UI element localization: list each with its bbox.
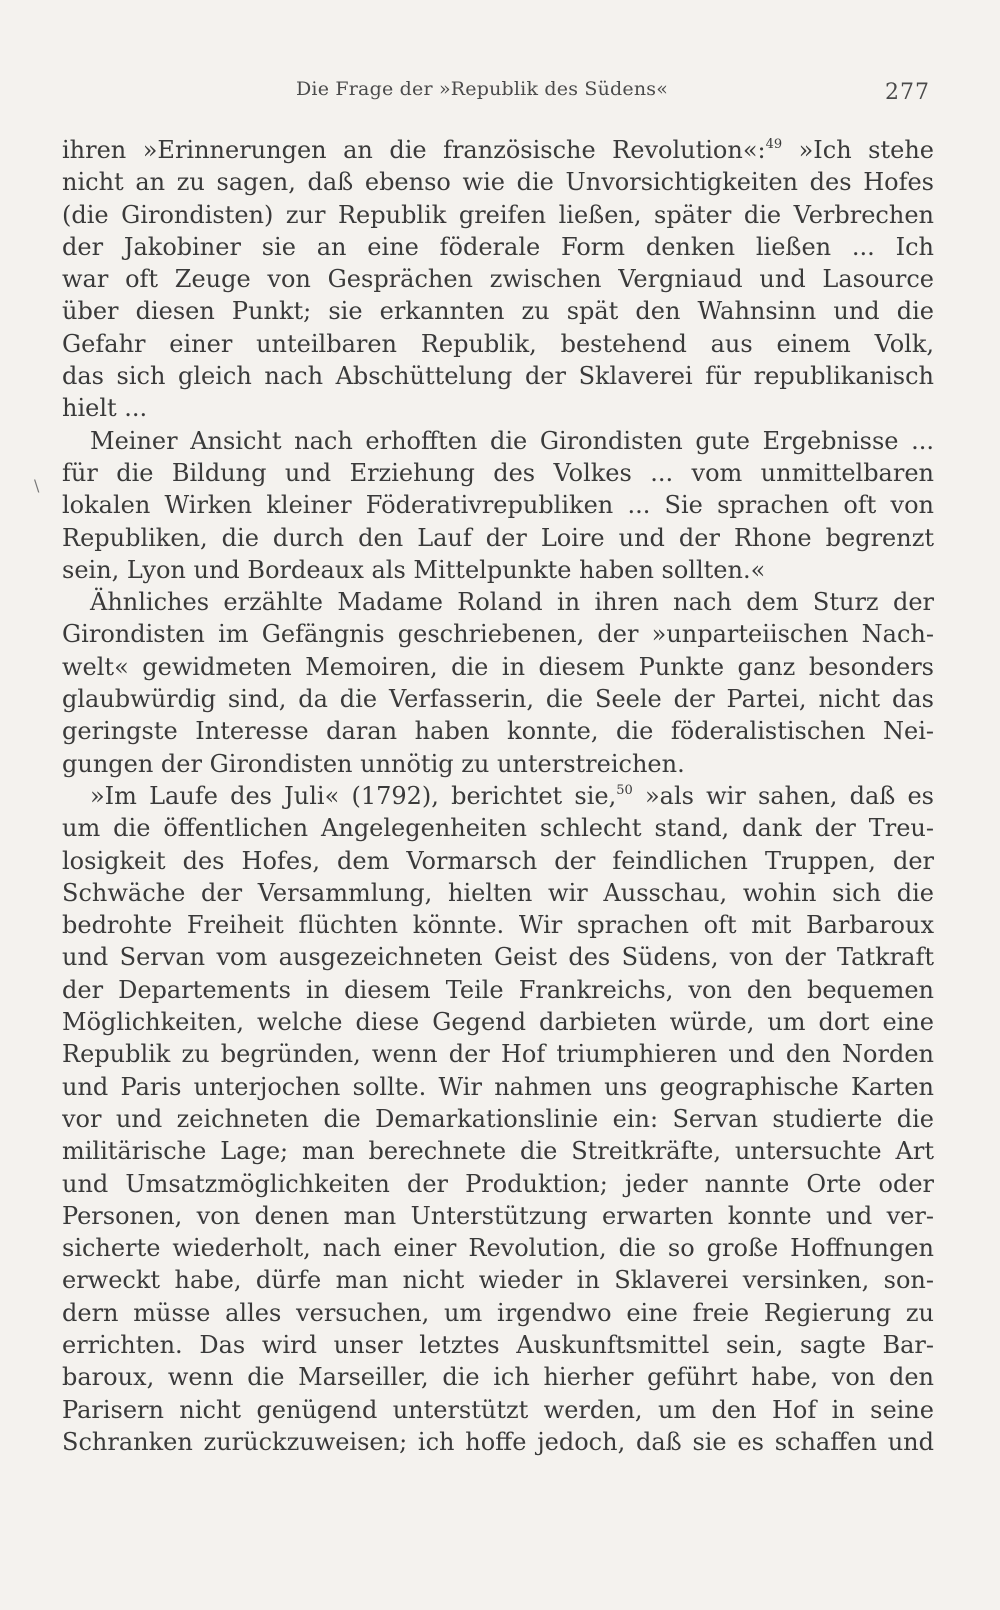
- line-text: glaubwürdig sind, da die Verfasserin, die Seele der Partei, nicht das: [62, 685, 934, 714]
- line-text-continued: »Ich stehe: [782, 136, 934, 164]
- text-line: [62, 1168, 934, 1200]
- line-text: Gefahr einer unteilbaren Republik, bestehend aus einem Volk,: [62, 329, 934, 358]
- line-text: (die Girondisten) zur Republik greifen ließen, später die Verbrechen: [62, 200, 934, 229]
- line-text: sicherte wiederholt, nach einer Revolution, die so große Hoffnungen: [62, 1234, 934, 1263]
- line-text: war oft Zeuge von Gesprächen zwischen Vergniaud und Lasource: [62, 265, 934, 294]
- text-line: [62, 457, 934, 489]
- running-title: Die Frage der »Republik des Südens«: [296, 78, 669, 100]
- line-text: Parisern nicht genügend unterstützt werden, um den Hof in seine: [62, 1395, 934, 1424]
- line-text: und Servan vom ausgezeichneten Geist des Südens, von der Tatkraft: [62, 943, 934, 972]
- line-text: welt« gewidmeten Memoiren, die in diesem Punkte ganz besonders: [62, 652, 934, 681]
- text-line: [62, 1103, 934, 1135]
- line-text: hielt ...: [62, 394, 148, 423]
- text-line: [62, 1297, 934, 1329]
- text-line: [62, 295, 934, 327]
- line-text: »Im Laufe des Juli« (1792), berichtet sie,: [90, 781, 617, 810]
- text-line: [62, 715, 934, 747]
- text-line: [62, 1071, 934, 1103]
- text-line: [62, 1264, 934, 1296]
- line-text-continued: »als wir sahen, daß es: [632, 781, 934, 810]
- line-text: Schwäche der Versammlung, hielten wir Ausschau, wohin sich die: [62, 878, 934, 907]
- body-text: [62, 134, 934, 1458]
- line-text: ihren »Erinnerungen an die französische Revolution«:: [62, 136, 766, 164]
- line-text: militärische Lage; man berechnete die Streitkräfte, untersuchte Art: [62, 1137, 934, 1166]
- line-text: Republiken, die durch den Lauf der Loire und der Rhone begrenzt: [62, 523, 934, 552]
- text-line: [62, 586, 934, 618]
- line-text: nicht an zu sagen, daß ebenso wie die Unvorsichtigkeiten des Hofes: [62, 168, 934, 197]
- text-line: [62, 1232, 934, 1264]
- text-line: [62, 1329, 934, 1361]
- text-line: [62, 748, 934, 780]
- line-text: erweckt habe, dürfe man nicht wieder in Sklaverei versinken, son-: [62, 1266, 934, 1295]
- line-text: Möglichkeiten, welche diese Gegend darbieten würde, um dort eine: [62, 1008, 934, 1037]
- line-text: Ähnliches erzählte Madame Roland in ihren nach dem Sturz der: [90, 588, 934, 617]
- line-text: errichten. Das wird unser letztes Auskunftsmittel sein, sagte Bar-: [62, 1330, 934, 1359]
- text-line: [62, 812, 934, 844]
- page-number: 277: [885, 80, 930, 105]
- text-line: [62, 392, 934, 424]
- line-text: baroux, wenn die Marseiller, die ich hierher geführt habe, von den: [62, 1363, 934, 1392]
- text-line: [62, 522, 934, 554]
- line-text: lokalen Wirken kleiner Föderativrepubliken ... Sie sprachen oft von: [62, 491, 934, 520]
- line-text: und Paris unterjochen sollte. Wir nahmen uns geographische Karten: [62, 1072, 934, 1101]
- text-line: [62, 1426, 934, 1458]
- line-text: für die Bildung und Erziehung des Volkes ... vom unmittelbaren: [62, 458, 934, 487]
- line-text: dern müsse alles versuchen, um irgendwo eine freie Regierung zu: [62, 1298, 934, 1327]
- text-line: [62, 134, 934, 166]
- line-text: Republik zu begründen, wenn der Hof triumphieren und den Norden: [62, 1040, 934, 1069]
- footnote-ref: 49: [765, 137, 783, 152]
- margin-mark: \: [34, 476, 40, 495]
- text-line: [62, 360, 934, 392]
- line-text: geringste Interesse daran haben konnte, die föderalistischen Nei-: [62, 717, 934, 746]
- text-line: [62, 231, 934, 263]
- text-line: [62, 1135, 934, 1167]
- line-text: Schranken zurückzuweisen; ich hoffe jedoch, daß sie es schaffen und: [62, 1427, 934, 1456]
- text-line: [62, 877, 934, 909]
- line-text: der Jakobiner sie an eine föderale Form denken ließen ... Ich: [62, 232, 934, 261]
- line-text: Girondisten im Gefängnis geschriebenen, der »unparteiischen Nach-: [62, 620, 934, 649]
- text-line: [62, 1038, 934, 1070]
- text-line: [62, 1361, 934, 1393]
- line-text: vor und zeichneten die Demarkationslinie ein: Servan studierte die: [62, 1104, 934, 1133]
- line-text: losigkeit des Hofes, dem Vormarsch der feindlichen Truppen, der: [62, 846, 934, 875]
- text-line: [62, 263, 934, 295]
- text-line: [62, 780, 934, 812]
- line-text: Personen, von denen man Unterstützung erwarten konnte und ver-: [62, 1201, 934, 1230]
- text-line: [62, 425, 934, 457]
- text-line: [62, 1394, 934, 1426]
- text-line: [62, 974, 934, 1006]
- line-text: bedrohte Freiheit flüchten könnte. Wir sprachen oft mit Barbaroux: [62, 911, 934, 940]
- line-text: über diesen Punkt; sie erkannten zu spät den Wahnsinn und die: [62, 297, 934, 326]
- text-line: [62, 199, 934, 231]
- text-line: [62, 554, 934, 586]
- line-text: gungen der Girondisten unnötig zu unterstreichen.: [62, 749, 685, 778]
- line-text: der Departements in diesem Teile Frankreichs, von den bequemen: [62, 975, 934, 1004]
- text-line: [62, 1006, 934, 1038]
- text-line: [62, 489, 934, 521]
- running-head: [62, 78, 934, 108]
- text-line: [62, 1200, 934, 1232]
- text-line: [62, 651, 934, 683]
- text-line: [62, 845, 934, 877]
- line-text: Meiner Ansicht nach erhofften die Girondisten gute Ergebnisse ...: [90, 426, 934, 455]
- line-text: sein, Lyon und Bordeaux als Mittelpunkte haben sollten.«: [62, 555, 766, 584]
- text-line: [62, 909, 934, 941]
- line-text: das sich gleich nach Abschüttelung der Sklaverei für republikanisch: [62, 362, 934, 391]
- line-text: um die öffentlichen Angelegenheiten schlecht stand, dank der Treu-: [62, 814, 934, 843]
- text-line: [62, 941, 934, 973]
- text-line: [62, 618, 934, 650]
- footnote-ref: 50: [616, 782, 633, 798]
- line-text: und Umsatzmöglichkeiten der Produktion; jeder nannte Orte oder: [62, 1169, 934, 1198]
- text-line: [62, 683, 934, 715]
- text-line: [62, 328, 934, 360]
- text-line: [62, 166, 934, 198]
